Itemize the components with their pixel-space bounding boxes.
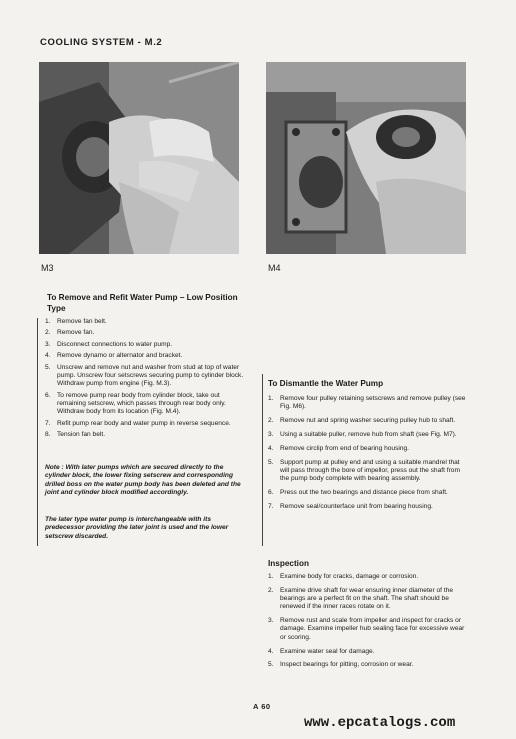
list-item: 6. Press out the two bearings and distance piece from shaft.	[268, 489, 448, 497]
remove-refit-steps	[39, 318, 247, 442]
list-item: 2. Remove nut and spring washer securing pulley hub to shaft.	[268, 417, 456, 425]
list-item: 4. Remove circlip from end of bearing housing.	[268, 444, 410, 452]
list-item: 5. Support pump at pulley end and using a suitable mandrel that will pass through the bore of impellor, press out the shaft from the pump body complete with bearing assembly.	[268, 458, 460, 483]
remove-refit-heading: To Remove and Refit Water Pump – Low Position Type	[47, 293, 238, 313]
list-item: 7. Remove seal/counterface unit from bearing housing.	[268, 503, 433, 511]
dismantle-steps	[262, 395, 468, 517]
dismantle-heading: To Dismantle the Water Pump	[268, 379, 384, 388]
list-item: 8. Tension fan belt.	[45, 430, 106, 438]
list-item: 4. Examine water seal for damage.	[268, 647, 375, 655]
figure-m3-caption: M3	[41, 263, 54, 273]
list-item: 3. Using a suitable puller, remove hub from shaft (see Fig. M7).	[268, 431, 457, 439]
list-item: 3. Disconnect connections to water pump.	[45, 340, 173, 348]
page-header: COOLING SYSTEM - M.2	[40, 37, 163, 48]
list-item: 1. Remove four pulley retaining setscrews and remove pulley (see Fig. M6).	[268, 395, 466, 411]
inspection-steps	[262, 573, 468, 675]
watermark-url: www.epcatalogs.com	[304, 715, 456, 731]
figure-m3-photo	[39, 62, 239, 254]
revision-bar-left	[37, 318, 38, 546]
list-item: 6. To remove pump rear body from cylinder block, take out remaining setscrew, which passes through rear body only. Withdraw body from its location (Fig. M.4).	[45, 391, 226, 416]
page-number: A 60	[253, 702, 271, 711]
figure-m4-caption: M4	[268, 263, 281, 273]
list-item: 1. Examine body for cracks, damage or corrosion.	[268, 573, 419, 580]
list-item: 4. Remove dynamo or alternator and bracket.	[45, 352, 183, 360]
list-item: 7. Refit pump rear body and water pump in reverse sequence.	[45, 419, 231, 427]
list-item: 2. Examine drive shaft for wear ensuring inner diameter of the bearings are a perfect fit on the shaft. The shaft should be renewed if the inner races rotate on it.	[268, 586, 453, 611]
list-item: 1. Remove fan belt.	[45, 318, 107, 325]
list-item: 5. Inspect bearings for pitting, corrosion or wear.	[268, 661, 414, 669]
inspection-heading: Inspection	[268, 559, 309, 568]
note-interchangeable: The later type water pump is interchangeable with its predecessor providing the later joint is used and the lower setscrew discarded.	[45, 516, 229, 540]
list-item: 5. Unscrew and remove nut and washer from stud at top of water pump. Unscrew four setscrews securing pump to cylinder block. Withdraw pump from engine (Fig. M.3).	[45, 363, 244, 388]
list-item: 2. Remove fan.	[45, 329, 95, 337]
note-later-pumps: Note : With later pumps which are secured directly to the cylinder block, the lower fixing setscrew and corresponding drilled boss on the water pump body has been deleted and the joint and cylinder block modified accordingly.	[45, 464, 241, 496]
list-item: 3. Remove rust and scale from impeller and inspect for cracks or damage. Examine impeller hub sealing face for excessive wear or scoring.	[268, 617, 465, 641]
figure-m4-photo	[266, 62, 466, 254]
